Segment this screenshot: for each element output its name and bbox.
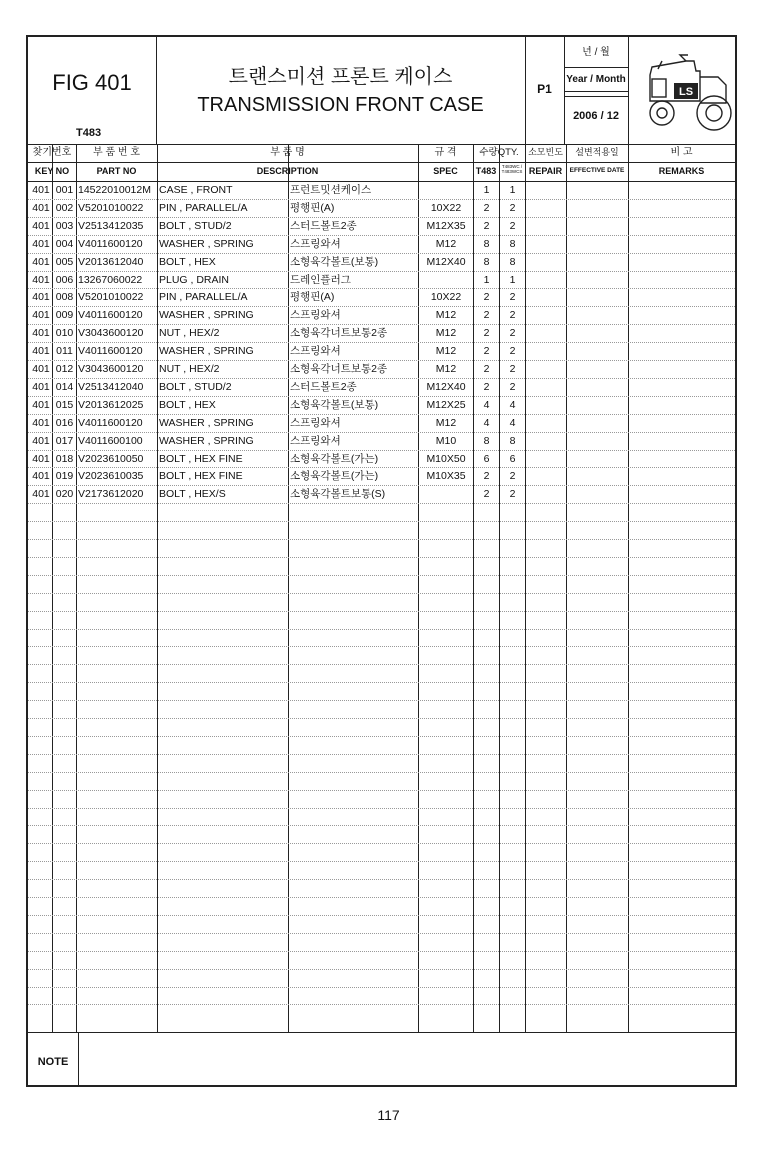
col-rem-en: REMARKS <box>658 166 705 176</box>
cell-spec: M12X40 <box>426 380 466 393</box>
col-line-rem <box>628 144 629 1032</box>
cell-fig: 401 <box>32 363 50 375</box>
cell-qty-2: 8 <box>509 255 516 268</box>
cell-spec: M12 <box>435 363 457 375</box>
cell-key: 008 <box>55 291 74 304</box>
cell-fig: 401 <box>32 470 50 483</box>
cell-fig: 401 <box>32 434 50 447</box>
ym-line-1 <box>564 67 628 68</box>
cell-description: BOLT , STUD/2 <box>159 380 232 393</box>
cell-qty-2: 2 <box>509 327 516 340</box>
cell-key: 002 <box>55 201 74 214</box>
cell-description-ko: 스프링와셔 <box>290 309 341 322</box>
cell-spec: M10X50 <box>426 452 466 465</box>
cell-qty-1: 2 <box>483 201 490 214</box>
cell-fig: 401 <box>32 416 50 429</box>
cell-qty-1: 1 <box>483 273 490 286</box>
cell-qty-1: 2 <box>483 488 490 501</box>
cell-part-no: V4011600120 <box>78 416 143 429</box>
col-line-desc <box>157 144 158 1032</box>
cell-description-ko: 소형육각너트보통2종 <box>290 327 388 340</box>
row-rule <box>28 790 735 791</box>
col-qty-en: T483 <box>475 166 497 176</box>
row-rule <box>28 503 735 504</box>
col-desc-en: DESCRIPTION <box>256 166 319 176</box>
cell-qty-2: 1 <box>509 273 516 286</box>
cell-part-no: V3043600120 <box>78 327 144 340</box>
cell-description: WASHER , SPRING <box>159 345 254 358</box>
cell-description: BOLT , HEX <box>159 398 216 411</box>
cell-spec: M12 <box>435 309 457 322</box>
row-rule <box>28 736 735 737</box>
row-rule <box>28 539 735 540</box>
col-spec-en: SPEC <box>433 166 458 176</box>
row-rule <box>28 987 735 988</box>
row-rule <box>28 933 735 934</box>
cell-description-ko: 스프링와셔 <box>290 416 341 429</box>
cell-spec: M10X35 <box>426 470 466 483</box>
cell-part-no: V4011600120 <box>78 345 143 358</box>
cell-part-no: V2513412035 <box>78 219 144 232</box>
row-rule <box>28 825 735 826</box>
row-rule <box>28 843 735 844</box>
cell-spec: M12X25 <box>426 398 466 411</box>
cell-fig: 401 <box>32 327 50 340</box>
cell-description: BOLT , HEX <box>159 255 216 268</box>
cell-fig: 401 <box>32 273 50 286</box>
ym-line-3 <box>564 96 628 97</box>
cell-fig: 401 <box>32 488 50 501</box>
cell-description-ko: 스프링와셔 <box>290 434 341 447</box>
cell-spec <box>419 485 473 503</box>
cell-qty-2: 2 <box>509 380 516 393</box>
cell-fig: 401 <box>32 237 50 250</box>
cell-description: WASHER , SPRING <box>159 416 254 429</box>
cell-key: 010 <box>55 327 74 340</box>
row-rule <box>28 629 735 630</box>
row-rule <box>28 611 735 612</box>
cell-part-no: V5201010022 <box>78 291 144 304</box>
col-line-repair <box>525 144 526 1032</box>
cell-fig: 401 <box>32 201 50 214</box>
cell-qty-2: 2 <box>509 470 516 483</box>
row-rule <box>28 664 735 665</box>
cell-key: 011 <box>56 345 73 358</box>
cell-spec <box>419 181 473 199</box>
row-rule <box>28 1004 735 1005</box>
model-code: T483 <box>76 127 102 139</box>
cell-description-ko: 스프링와셔 <box>290 345 341 358</box>
cell-qty-2: 2 <box>509 345 516 358</box>
logo-text: LS <box>678 86 694 98</box>
cell-description: BOLT , HEX/S <box>159 488 226 501</box>
cell-qty-2: 2 <box>509 291 516 304</box>
cell-key: 019 <box>55 470 74 483</box>
cell-qty-1: 1 <box>483 184 490 196</box>
cell-qty-1: 2 <box>483 291 490 304</box>
cell-part-no: V4011600100 <box>78 434 143 447</box>
cell-part-no: 13267060022 <box>78 273 143 286</box>
cell-key: 003 <box>55 219 74 232</box>
cell-description-ko: 소형육각볼트(보통) <box>290 398 379 411</box>
cell-key: 005 <box>55 255 74 268</box>
cell-fig: 401 <box>32 309 50 322</box>
row-rule <box>28 521 735 522</box>
col-line-part <box>76 144 77 1032</box>
row-rule <box>28 897 735 898</box>
cell-part-no: V2023610035 <box>78 470 144 483</box>
row-rule <box>28 682 735 683</box>
cell-fig: 401 <box>32 398 50 411</box>
col-qty-sub: T483WC / T483WCS <box>501 164 523 174</box>
cell-qty-1: 2 <box>483 380 490 393</box>
page-number: 117 <box>377 1107 400 1123</box>
col-key-en: KEY NO <box>34 166 70 176</box>
row-rule <box>28 593 735 594</box>
col-repair-ko: 소모빈도 <box>528 147 563 157</box>
cell-description: PLUG , DRAIN <box>159 273 230 286</box>
note-divider <box>78 1032 79 1085</box>
cell-part-no: V2513412040 <box>78 380 144 393</box>
cell-part-no: V2023610050 <box>78 452 144 465</box>
cell-key: 016 <box>55 416 74 429</box>
cell-qty-1: 8 <box>483 255 490 268</box>
cell-qty-1: 6 <box>483 452 490 465</box>
cell-qty-1: 2 <box>483 363 490 375</box>
parts-sheet <box>26 35 737 1087</box>
cell-part-no: V2173612020 <box>78 488 144 501</box>
cell-fig: 401 <box>32 255 50 268</box>
cell-qty-2: 6 <box>509 452 516 465</box>
col-eff-en: EFFECTIVE DATE <box>569 167 625 174</box>
cell-qty-1: 2 <box>483 327 490 340</box>
fig-number: FIG 401 <box>52 70 132 95</box>
cell-fig: 401 <box>32 345 50 358</box>
cell-fig: 401 <box>32 219 50 232</box>
cell-description-ko: 소형육각볼트보통(S) <box>290 488 386 501</box>
tractor-icon <box>634 47 732 135</box>
cell-key: 009 <box>55 309 74 322</box>
cell-description-ko: 스터드볼트2종 <box>290 380 357 393</box>
col-qty-ko: 수량QTY. <box>479 147 519 158</box>
row-rule <box>28 951 735 952</box>
cell-key: 018 <box>55 452 74 465</box>
cell-qty-2: 2 <box>509 201 516 214</box>
cell-key: 006 <box>55 273 74 286</box>
cell-spec: 10X22 <box>430 201 462 214</box>
cell-description-ko: 스프링와셔 <box>290 237 341 250</box>
header-div-1 <box>156 37 157 144</box>
cell-qty-2: 8 <box>509 237 516 250</box>
cell-description: BOLT , HEX FINE <box>159 470 243 483</box>
cell-part-no: V4011600120 <box>78 309 143 322</box>
cell-description-ko: 평행핀(A) <box>290 291 335 304</box>
cell-part-no: V4011600120 <box>78 237 143 250</box>
cell-description-ko: 스터드볼트2종 <box>290 219 357 232</box>
cell-description: WASHER , SPRING <box>159 309 254 322</box>
row-rule <box>28 861 735 862</box>
cell-spec: M12 <box>435 416 457 429</box>
cell-part-no: V3043600120 <box>78 363 144 375</box>
cell-qty-2: 4 <box>509 416 516 429</box>
cell-key: 014 <box>55 380 74 393</box>
col-line-desc-ko <box>288 144 289 1032</box>
cell-part-no: V5201010022 <box>78 201 144 214</box>
cell-spec: M12 <box>435 327 457 340</box>
cell-description-ko: 프런트밋션케이스 <box>290 184 372 196</box>
row-rule <box>28 646 735 647</box>
row-rule <box>28 575 735 576</box>
cell-spec <box>419 271 473 289</box>
row-rule <box>28 808 735 809</box>
year-month-ko: 년 / 월 <box>582 47 610 58</box>
cell-qty-2: 8 <box>509 434 516 447</box>
page-code: P1 <box>537 82 552 96</box>
col-line-eff <box>566 144 567 1032</box>
cell-description: WASHER , SPRING <box>159 237 254 250</box>
cell-qty-1: 2 <box>483 345 490 358</box>
cell-qty-2: 4 <box>509 398 516 411</box>
cell-spec: M12 <box>435 237 457 250</box>
cell-description: NUT , HEX/2 <box>159 327 220 340</box>
cell-key: 015 <box>55 398 74 411</box>
col-rem-ko: 비 고 <box>670 147 693 158</box>
row-rule <box>28 718 735 719</box>
cell-qty-1: 2 <box>483 470 490 483</box>
cell-qty-2: 1 <box>509 184 516 196</box>
cell-qty-2: 2 <box>509 488 516 501</box>
cell-key: 017 <box>55 434 74 447</box>
col-key-ko: 찾기번호 <box>32 147 72 158</box>
col-eff-ko: 설변적용일 <box>575 147 619 157</box>
row-rule <box>28 879 735 880</box>
cell-key: 012 <box>55 363 74 375</box>
row-rule <box>28 557 735 558</box>
col-part-ko: 부 품 번 호 <box>93 147 140 158</box>
cell-qty-1: 2 <box>483 219 490 232</box>
cell-description-ko: 소형육각볼트(가는) <box>290 470 379 483</box>
cell-fig: 401 <box>32 380 50 393</box>
cell-part-no: V2013612040 <box>78 255 144 268</box>
cell-description: WASHER , SPRING <box>159 434 254 447</box>
cell-part-no: V2013612025 <box>78 398 144 411</box>
cell-spec: M12 <box>435 345 457 358</box>
col-repair-en: REPAIR <box>528 166 563 176</box>
cell-qty-1: 4 <box>483 398 490 411</box>
note-label: NOTE <box>37 1056 69 1068</box>
cell-spec: 10X22 <box>430 291 462 304</box>
cell-qty-1: 2 <box>483 309 490 322</box>
cell-description: BOLT , STUD/2 <box>159 219 232 232</box>
title-english: TRANSMISSION FRONT CASE <box>197 94 484 116</box>
cell-spec: M12X35 <box>426 219 466 232</box>
row-rule <box>28 700 735 701</box>
note-top-line <box>28 1032 735 1033</box>
cell-description: BOLT , HEX FINE <box>159 452 243 465</box>
cell-qty-2: 2 <box>509 363 516 375</box>
issue-date: 2006 / 12 <box>573 110 619 122</box>
cell-qty-2: 2 <box>509 309 516 322</box>
cell-description-ko: 소형육각너트보통2종 <box>290 363 388 375</box>
cell-qty-1: 4 <box>483 416 490 429</box>
cell-key: 020 <box>55 488 74 501</box>
col-desc-ko: 부 품 명 <box>270 147 305 158</box>
row-rule <box>28 915 735 916</box>
cell-qty-2: 2 <box>509 219 516 232</box>
cell-fig: 401 <box>32 184 50 196</box>
cell-description-ko: 소형육각볼트(보통) <box>290 255 379 268</box>
cell-part-no: 14522010012M <box>78 184 151 196</box>
row-rule <box>28 969 735 970</box>
cell-fig: 401 <box>32 452 50 465</box>
cell-spec: M12X40 <box>426 255 466 268</box>
cell-fig: 401 <box>32 291 50 304</box>
cell-description: CASE , FRONT <box>159 184 233 196</box>
cell-key: 001 <box>55 184 74 196</box>
row-rule <box>28 772 735 773</box>
header-div-4 <box>628 37 629 144</box>
cell-key: 004 <box>55 237 74 250</box>
ym-line-2 <box>564 91 628 92</box>
cell-description-ko: 드레인플러그 <box>290 273 351 286</box>
col-part-en: PART NO <box>96 166 137 176</box>
title-korean: 트랜스미션 프론트 케이스 <box>228 66 453 88</box>
col-spec-ko: 규 격 <box>434 147 457 158</box>
cell-spec: M10 <box>435 434 457 447</box>
cell-qty-1: 8 <box>483 434 490 447</box>
cell-description: PIN , PARALLEL/A <box>159 201 248 214</box>
cell-description-ko: 소형육각볼트(가는) <box>290 452 379 465</box>
cell-description: NUT , HEX/2 <box>159 363 220 375</box>
cell-description: PIN , PARALLEL/A <box>159 291 248 304</box>
cell-qty-1: 8 <box>483 237 490 250</box>
cell-description-ko: 평행핀(A) <box>290 201 335 214</box>
year-month-en: Year / Month <box>566 74 626 85</box>
row-rule <box>28 754 735 755</box>
